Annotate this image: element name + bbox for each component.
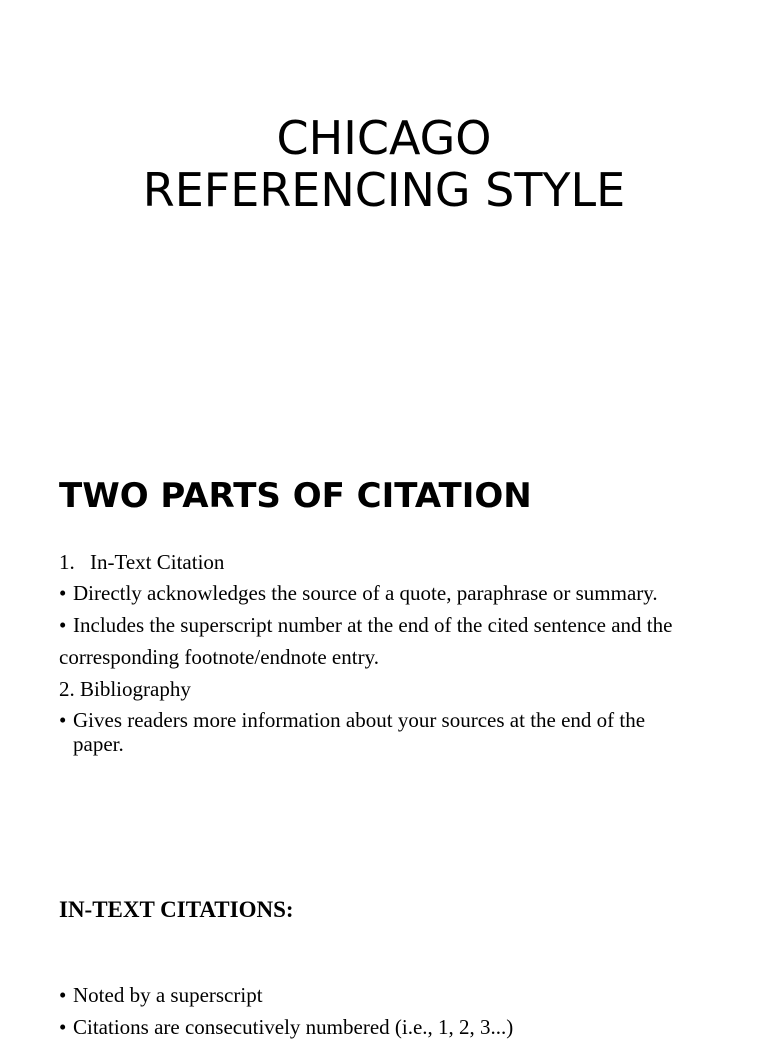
bullet-item-cut-off — [59, 1014, 513, 1040]
bullet-text: Includes the superscript number at the end of the cited sentence and the — [73, 613, 673, 637]
section-heading-in-text-citations: IN-TEXT CITATIONS: — [59, 897, 294, 922]
bullet-icon: • — [59, 581, 67, 605]
bullet-icon: • — [59, 983, 67, 1007]
bullet-icon: • — [59, 708, 67, 732]
title-line-1: CHICAGO — [276, 111, 492, 165]
bullet-text-continuation: paper. — [73, 732, 124, 756]
bullet-item — [59, 612, 672, 638]
bullet-item — [59, 982, 263, 1008]
bullet-icon: • — [59, 1015, 67, 1039]
document-title — [0, 112, 768, 216]
list-item-in-text-citation — [59, 549, 224, 575]
bullet-text: Directly acknowledges the source of a quote, paraphrase or summary. — [73, 581, 658, 605]
list-item-bibliography: 2. Bibliography — [59, 677, 191, 701]
bullet-text: Citations are consecutively numbered (i.e., 1, 2, 3...) — [73, 1015, 514, 1039]
bullet-item — [59, 580, 658, 606]
list-number: 1. — [59, 550, 75, 574]
bullet-text: Gives readers more information about your sources at the end of the — [73, 708, 646, 732]
section-heading-two-parts: TWO PARTS OF CITATION — [59, 476, 532, 516]
bullet-text: Noted by a superscript — [73, 983, 263, 1007]
list-item-label: In-Text Citation — [90, 550, 225, 574]
title-line-2: REFERENCING STYLE — [142, 163, 626, 217]
bullet-item — [59, 707, 645, 733]
bullet-icon: • — [59, 613, 67, 637]
bullet-text-continuation: corresponding footnote/endnote entry. — [59, 645, 379, 669]
